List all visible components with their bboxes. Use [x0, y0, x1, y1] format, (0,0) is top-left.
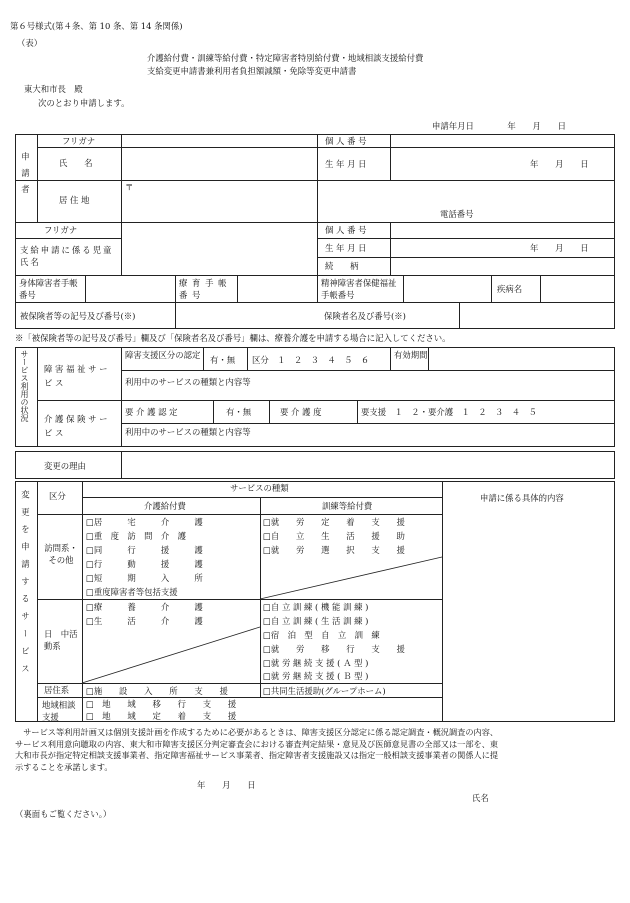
change-section-label: 変更を申請するサービス	[20, 490, 31, 682]
service-item[interactable]: □重 度 訪 問 介 護	[86, 531, 187, 541]
signature-label: 氏名	[472, 793, 489, 803]
service-item[interactable]: □宿 泊 型 自 立 訓 練	[263, 630, 380, 640]
service-item[interactable]: □居 宅 介 護	[86, 517, 203, 527]
service-item[interactable]: □療 養 介 護	[86, 602, 203, 612]
detail-header: 申請に係る具体的内容	[480, 493, 564, 503]
footer-note: （裏面もご覧ください。）	[15, 809, 112, 819]
service-item[interactable]: □重度障害者等包括支援	[86, 587, 178, 597]
relation-label: 続 柄	[325, 261, 359, 271]
shogai-service-label: 障 害 福 祉 サ ー ビ ス	[44, 364, 108, 388]
riyo-service-label-2: 利用中のサービスの種類と内容等	[125, 427, 251, 437]
form-title-line2: 支給変更申請書兼利用者負担額減額・免除等変更申請書	[147, 66, 357, 76]
group-nicchu: 日 中活動系	[44, 629, 78, 651]
kaigo-umu[interactable]: 有・無	[226, 407, 252, 417]
child-birth-label: 生 年 月 日	[325, 243, 367, 253]
form-title-line1: 介護給付費・訓練等給付費・特定障害者特別給付費・地域相談支援給付費	[147, 53, 424, 63]
hihoken-label: 被保険者等の記号及び番号(※)	[20, 311, 136, 321]
omote-label: （表）	[17, 38, 43, 48]
service-item[interactable]: □共同生活援助(グループホーム)	[263, 686, 386, 696]
riyo-service-label: 利用中のサービスの種類と内容等	[125, 377, 251, 387]
service-item[interactable]: □就 労 継 続 支 援 ( Ｂ 型 )	[263, 671, 369, 681]
service-item[interactable]: □自 立 訓 練 ( 機 能 訓 練 )	[263, 602, 369, 612]
yuko-kikan-label: 有効期間	[394, 350, 428, 360]
addressee: 東大和市長 殿	[24, 84, 83, 94]
applicant-address-label: 居 住 地	[59, 195, 90, 205]
service-item[interactable]: □施 設 入 所 支 援	[86, 686, 228, 696]
service-item[interactable]: □就 労 定 着 支 援	[263, 517, 405, 527]
reason-label: 変更の理由	[44, 461, 86, 471]
group-kyoju: 居住系	[44, 685, 70, 695]
form-number: 第６号様式(第４条、第 10 条、第 14 条関係)	[10, 21, 183, 31]
applicant-birth-date[interactable]: 年 月 日	[530, 159, 589, 169]
seishin-label: 精神障害者保健福祉手帳番号	[321, 278, 397, 300]
kaigo-service-label: 介 護 保 険 サ ー ビ ス	[44, 414, 108, 438]
kaigo-nintei-label: 要 介 護 認 定	[125, 407, 178, 417]
kunren-kyufu-header: 訓練等給付費	[322, 501, 373, 511]
applicant-birth-label: 生 年 月 日	[325, 159, 367, 169]
consent-date[interactable]: 年 月 日	[197, 780, 256, 790]
kubun-nintei-label: 障害支援区分の認定	[125, 350, 201, 360]
child-name-label: 支給申請に係る児童氏名	[20, 245, 114, 267]
service-item[interactable]: □自 立 訓 練 ( 生 活 訓 練 )	[263, 616, 369, 626]
application-date[interactable]: 申請年月日 年 月 日	[432, 121, 566, 131]
applicant-name-label: 氏 名	[59, 158, 93, 168]
service-item[interactable]: □短 期 入 所	[86, 573, 203, 583]
service-item[interactable]: □就 労 移 行 支 援	[263, 644, 405, 654]
child-birth-date[interactable]: 年 月 日	[530, 243, 589, 253]
kaigodo-label: 要 介 護 度	[280, 407, 322, 417]
note-text: ※「被保険者等の記号及び番号」欄及び「保険者名及び番号」欄は、療養介護を申請する場合に記入してください。	[15, 333, 451, 343]
hoken-label: 保険者名及び番号(※)	[324, 311, 406, 321]
applicant-furigana-label: フリガナ	[62, 136, 96, 146]
kubun-options[interactable]: 区分 １ ２ ３ ４ ５ ６	[252, 355, 370, 365]
kaigo-kyufu-header: 介護給付費	[144, 501, 186, 511]
applicant-section-label: 申請者	[20, 152, 31, 202]
service-item[interactable]: □ 地 域 移 行 支 援	[86, 699, 237, 709]
service-item[interactable]: □就 労 継 続 支 援 ( Ａ 型 )	[263, 658, 369, 668]
service-item[interactable]: □ 地 域 定 着 支 援	[86, 711, 237, 721]
kaigo-levels[interactable]: 要支援 １ ２・要介護 １ ２ ３ ４ ５	[361, 407, 537, 417]
kubun-umu[interactable]: 有・無	[210, 355, 236, 365]
kubun-header: 区分	[49, 491, 66, 501]
child-kojin-label: 個 人 番 号	[325, 225, 367, 235]
service-status-section: サービス利用の状況	[20, 350, 29, 422]
service-item[interactable]: □自 立 生 活 援 助	[263, 531, 405, 541]
consent-text: サービス等利用計画又は個別支援計画を作成するために必要があるときは、障害支援区分認定に係る認定調査・概況調査の内容、 サービス利用意向聴取の内容、東大和市障害支援区分判定審査会における審査判定結果・意見及び医師意見書の全部又は一部を、東 大和市長が指定特定相談支援事業者、指定障害福祉サービス事業者、指定障害者支援施設又は指定一般相談支援事業者の関係人に提 示することを承諾します。	[15, 727, 499, 772]
applicant-kojin-label: 個 人 番 号	[325, 136, 367, 146]
group-homon: 訪問系・その他	[44, 543, 78, 565]
intro-text: 次のとおり申請します。	[38, 98, 130, 108]
service-item[interactable]: □同 行 援 護	[86, 545, 203, 555]
ryoiku-label: 療 育 手 帳 番 号	[179, 278, 228, 300]
phone-label: 電話番号	[440, 209, 474, 219]
postal-mark: 〒	[125, 182, 134, 192]
service-item[interactable]: □行 動 援 護	[86, 559, 203, 569]
service-item[interactable]: □就 労 選 択 支 援	[263, 545, 405, 555]
shintai-label: 身体障害者手帳番号	[19, 278, 78, 300]
child-furigana-label: フリガナ	[44, 225, 78, 235]
disease-label: 疾病名	[497, 284, 523, 294]
service-type-header: サービスの種類	[230, 483, 289, 493]
group-chiiki: 地域相談支援	[42, 700, 76, 722]
service-item[interactable]: □生 活 介 護	[86, 616, 203, 626]
